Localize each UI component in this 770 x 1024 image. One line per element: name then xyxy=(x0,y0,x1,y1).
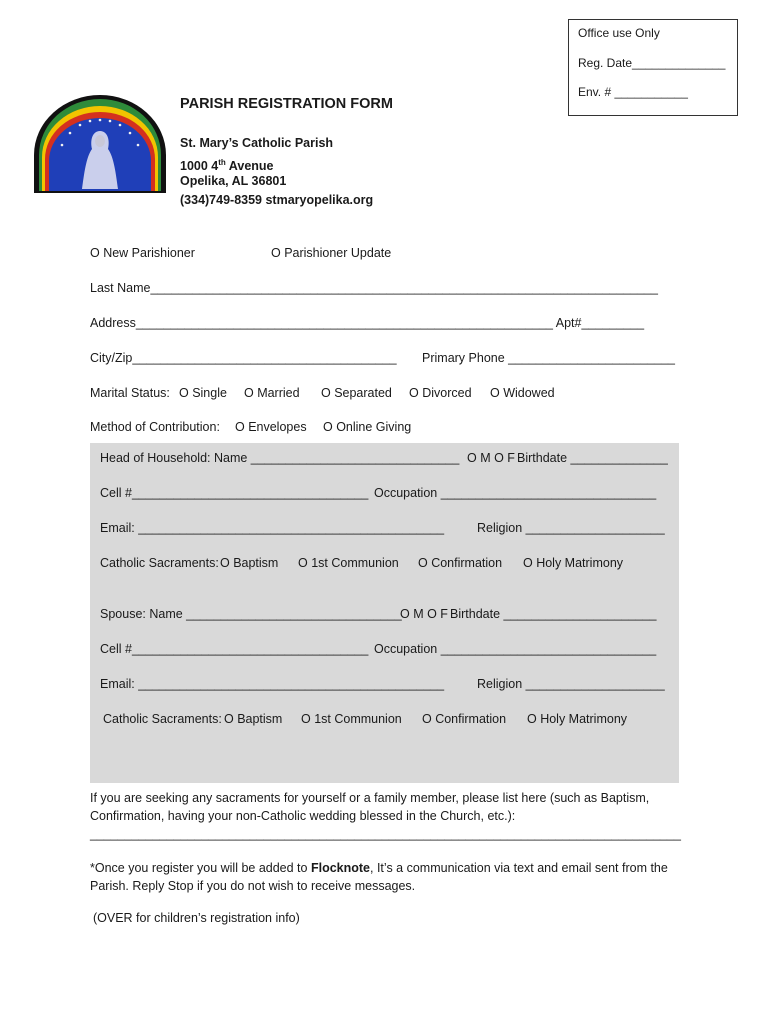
env-number-field[interactable]: Env. # ___________ xyxy=(578,85,688,99)
head-occupation-field[interactable]: Occupation _______________________________ xyxy=(374,486,657,500)
contribution-label: Method of Contribution: xyxy=(90,420,220,434)
spouse-baptism-option[interactable]: O Baptism xyxy=(224,712,283,726)
head-confirmation-option[interactable]: O Confirmation xyxy=(418,556,503,570)
reg-date-field[interactable]: Reg. Date______________ xyxy=(578,56,726,70)
marital-status-label: Marital Status: xyxy=(90,386,170,400)
flocknote-notice: *Once you register you will be added to Flocknote, It’s a communication via text and email sent from the Parish. Reply Stop if you do not wish to receive messages. xyxy=(90,861,668,893)
head-matrimony-option[interactable]: O Holy Matrimony xyxy=(523,556,624,570)
parish-street: 1000 4th Avenue xyxy=(180,158,274,174)
spouse-name-field[interactable]: Spouse: Name _______________________________ xyxy=(100,607,402,621)
flocknote-name: Flocknote xyxy=(310,861,371,875)
primary-phone-field[interactable]: Primary Phone ________________________ xyxy=(422,351,675,365)
page-title: PARISH REGISTRATION FORM xyxy=(180,96,393,112)
new-parishioner-option[interactable]: O New Parishioner xyxy=(90,246,195,260)
head-cell-field[interactable]: Cell #__________________________________ xyxy=(100,486,369,500)
marital-divorced-option[interactable]: O Divorced xyxy=(409,386,472,400)
spouse-email-field[interactable]: Email: ____________________________________________ xyxy=(100,677,445,691)
spouse-matrimony-option[interactable]: O Holy Matrimony xyxy=(527,712,628,726)
sacraments-request-text: If you are seeking any sacraments for yourself or a family member, please list here (such as Baptism, Confirmation, having your non-Catholic wedding blessed in the Church, etc.): xyxy=(90,791,650,823)
last-name-field[interactable]: Last Name_________________________________________________________________________ xyxy=(90,281,658,295)
spouse-religion-field[interactable]: Religion ____________________ xyxy=(477,677,665,691)
office-use-title: Office use Only xyxy=(578,26,660,40)
spouse-sacraments-label: Catholic Sacraments: xyxy=(103,712,222,726)
parishioner-update-option[interactable]: O Parishioner Update xyxy=(271,246,392,260)
spouse-occupation-field[interactable]: Occupation _______________________________ xyxy=(374,642,657,656)
marital-married-option[interactable]: O Married xyxy=(244,386,300,400)
contribution-envelopes-option[interactable]: O Envelopes xyxy=(235,420,307,434)
head-baptism-option[interactable]: O Baptism xyxy=(220,556,279,570)
head-name-field[interactable]: Head of Household: Name ______________________________ xyxy=(100,451,460,465)
head-gender-option[interactable]: O M O F xyxy=(467,451,515,465)
head-communion-option[interactable]: O 1st Communion xyxy=(298,556,399,570)
spouse-birthdate-field[interactable]: Birthdate ______________________ xyxy=(450,607,657,621)
marital-separated-option[interactable]: O Separated xyxy=(321,386,392,400)
contribution-online-option[interactable]: O Online Giving xyxy=(323,420,412,434)
marital-single-option[interactable]: O Single xyxy=(179,386,227,400)
spouse-confirmation-option[interactable]: O Confirmation xyxy=(422,712,507,726)
sacraments-request-line[interactable]: _____________________________________________________________________________________ xyxy=(90,827,681,841)
head-sacraments-label: Catholic Sacraments: xyxy=(100,556,219,570)
spouse-communion-option[interactable]: O 1st Communion xyxy=(301,712,402,726)
office-use-box xyxy=(568,19,738,116)
over-note: (OVER for children’s registration info) xyxy=(93,911,300,925)
parish-name: St. Mary’s Catholic Parish xyxy=(180,136,334,150)
address-field[interactable]: Address____________________________________________________________ Apt#_________ xyxy=(90,316,645,330)
city-zip-field[interactable]: City/Zip______________________________________ xyxy=(90,351,397,365)
parish-contact: (334)749-8359 stmaryopelika.org xyxy=(180,193,374,207)
head-religion-field[interactable]: Religion ____________________ xyxy=(477,521,665,535)
madonna-arch-logo-icon xyxy=(32,89,168,195)
head-email-field[interactable]: Email: ____________________________________________ xyxy=(100,521,445,535)
marital-widowed-option[interactable]: O Widowed xyxy=(490,386,555,400)
parish-city: Opelika, AL 36801 xyxy=(180,174,287,188)
spouse-cell-field[interactable]: Cell #__________________________________ xyxy=(100,642,369,656)
head-birthdate-field[interactable]: Birthdate ______________ xyxy=(517,451,668,465)
spouse-gender-option[interactable]: O M O F xyxy=(400,607,448,621)
